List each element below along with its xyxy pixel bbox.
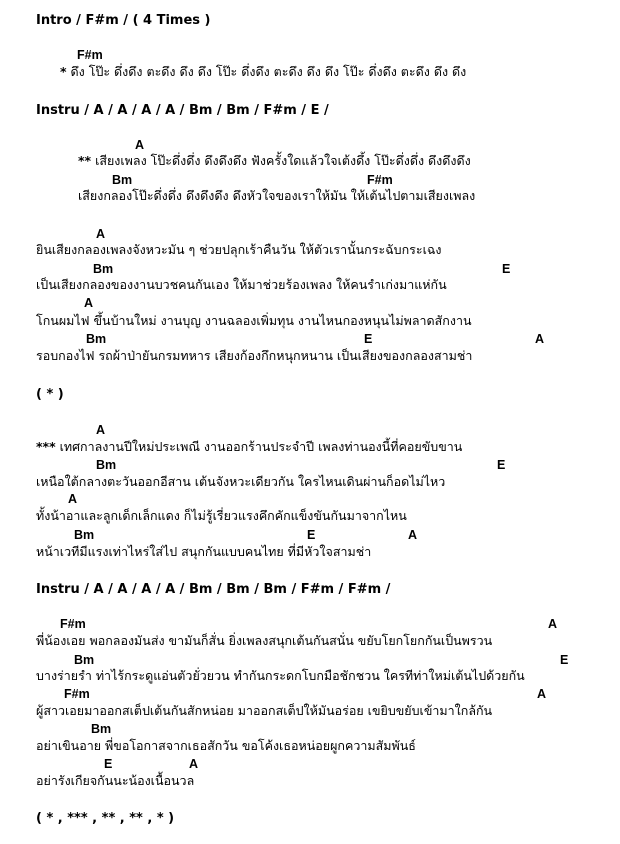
lyric-text: ดึง โป๊ะ ดึ่งดึง ตะดึง ดึง ดึง โป๊ะ ดึ่งดึง ตะดึง ดึง ดึง โป๊ะ ดึ่งดึง ตะดึง ดึง ดึง [70,64,467,79]
chord: A [96,423,106,437]
chord: F#m [367,173,393,187]
chord: E [364,332,373,346]
lyric-line-star [60,66,466,79]
chord: A [189,757,199,771]
chord: E [502,262,511,276]
lyric-text: เสียงเพลง โป๊ะดึ่งดึ่ง ดึงดึงดึง ฟังครั้งใดแล้วใจเต้งดึ้ง โป๊ะดึ่งดึ่ง ดึงดึงดึง [95,153,471,168]
lyric-line: พี่น้องเอย พอกลองมันส่ง ขามันก็สั่น ยิ่งเพลงสนุกเต้นกันสนั่น ขยับโยกโยกกันเป็นพรวน [36,633,493,648]
lyric-line: ทั้งน้าอาและลูกเด็กเล็กแดง ก็ไม่รู้เรี่ยวแรงคึกคักแข็งขันกันมาจากไหน [36,508,407,523]
chord: F#m [60,617,86,631]
chord: E [560,653,569,667]
lyric-line-bridge-1 [36,441,462,454]
instrumental-line-2: Instru / A / A / A / A / Bm / Bm / Bm / F#m / F#m / [36,582,391,597]
lyric-line: ผู้สาวเอยมาออกสเต็ปเต้นกันสักหน่อย มาออกสเต็ปให้มันอร่อย เขยิบขยับเข้ามาใกล้กัน [36,703,493,718]
lyric-line: เป็นเสียงกลองของงานบวชคนกันเอง ให้มาช่วยร้องเพลง ให้คนรำเก่งมาแห่กัน [36,277,447,292]
chord: Bm [112,173,133,187]
chord: F#m [77,48,103,62]
repeat-marker: ( * ) [36,387,64,402]
instrumental-line-1: Instru / A / A / A / A / Bm / Bm / F#m / E / [36,103,329,118]
chord: A [537,687,547,701]
chord: A [68,492,78,506]
section-marker: * [60,64,67,79]
chord: Bm [86,332,107,346]
chord: E [307,528,316,542]
section-marker: *** [36,439,56,454]
chord: E [497,458,506,472]
lyric-line: ยินเสียงกลองเพลงจังหวะมัน ๆ ช่วยปลุกเร้าคืนวัน ให้ตัวเรานั้นกระฉับกระเฉง [36,242,442,257]
chord: Bm [91,722,112,736]
chord: A [84,296,94,310]
lyric-line-chorus-1 [78,155,471,168]
chord: A [408,528,418,542]
chord: E [104,757,113,771]
lyric-line: รอบกองไฟ รถผ้าป่ายันกรมทหาร เสียงก้องกึกหนุกหนาน เป็นเสียงของกลองสามช่า [36,348,473,363]
lyric-line: โกนผมไฟ ขึ้นบ้านใหม่ งานบุญ งานฉลองเพิ่มทุน งานไหนกองหนุนไม่พลาดสักงาน [36,313,472,328]
lyric-line: อย่ารังเกียจกันนะน้องเนื้อนวล [36,773,195,788]
chord: Bm [96,458,117,472]
chord: A [548,617,558,631]
chord: F#m [64,687,90,701]
intro-line: Intro / F#m / ( 4 Times ) [36,13,211,28]
lyric-text: เทศกาลงานปีใหม่ประเพณี งานออกร้านประจำปี เพลงท่านองนี้ที่คอยขับขาน [59,439,463,454]
chord: A [135,138,145,152]
lyric-line: บางร่ายรำ ท่าไร้กระดูแอ่นตัวยั่วยวน ทำกันกระดกโบกมือชักชวน ใครทีท่าใหม่เต้นไปด้วยกัน [36,668,525,683]
lyric-line: เหนือใต้กลางตะวันออกอีสาน เต้นจังหวะเดียวกัน ใครไหนเดินผ่านก็อดไม่ไหว [36,474,446,489]
lyric-line: อย่าเขินอาย พี่ขอโอกาสจากเธอสักวัน ขอโค้งเธอหน่อยผูกความสัมพันธ์ [36,738,416,753]
chord: A [535,332,545,346]
chord: Bm [74,653,95,667]
chord: Bm [74,528,95,542]
lyric-line-chorus-2: เสียงกลองโป๊ะดึ่งดึ่ง ดึงดึงดึง ดึงหัวใจของเราให้มัน ให้เต้นไปตามเสียงเพลง [78,188,476,203]
chord: Bm [93,262,114,276]
lyric-line: หน้าเวทีมีแรงเท่าไหร่ใส่ไป สนุกกันแบบคนไทย ที่มีหัวใจสามช่า [36,544,372,559]
chord: A [96,227,106,241]
section-marker: ** [78,153,92,168]
outro-sequence: ( * , *** , ** , ** , * ) [36,811,175,826]
